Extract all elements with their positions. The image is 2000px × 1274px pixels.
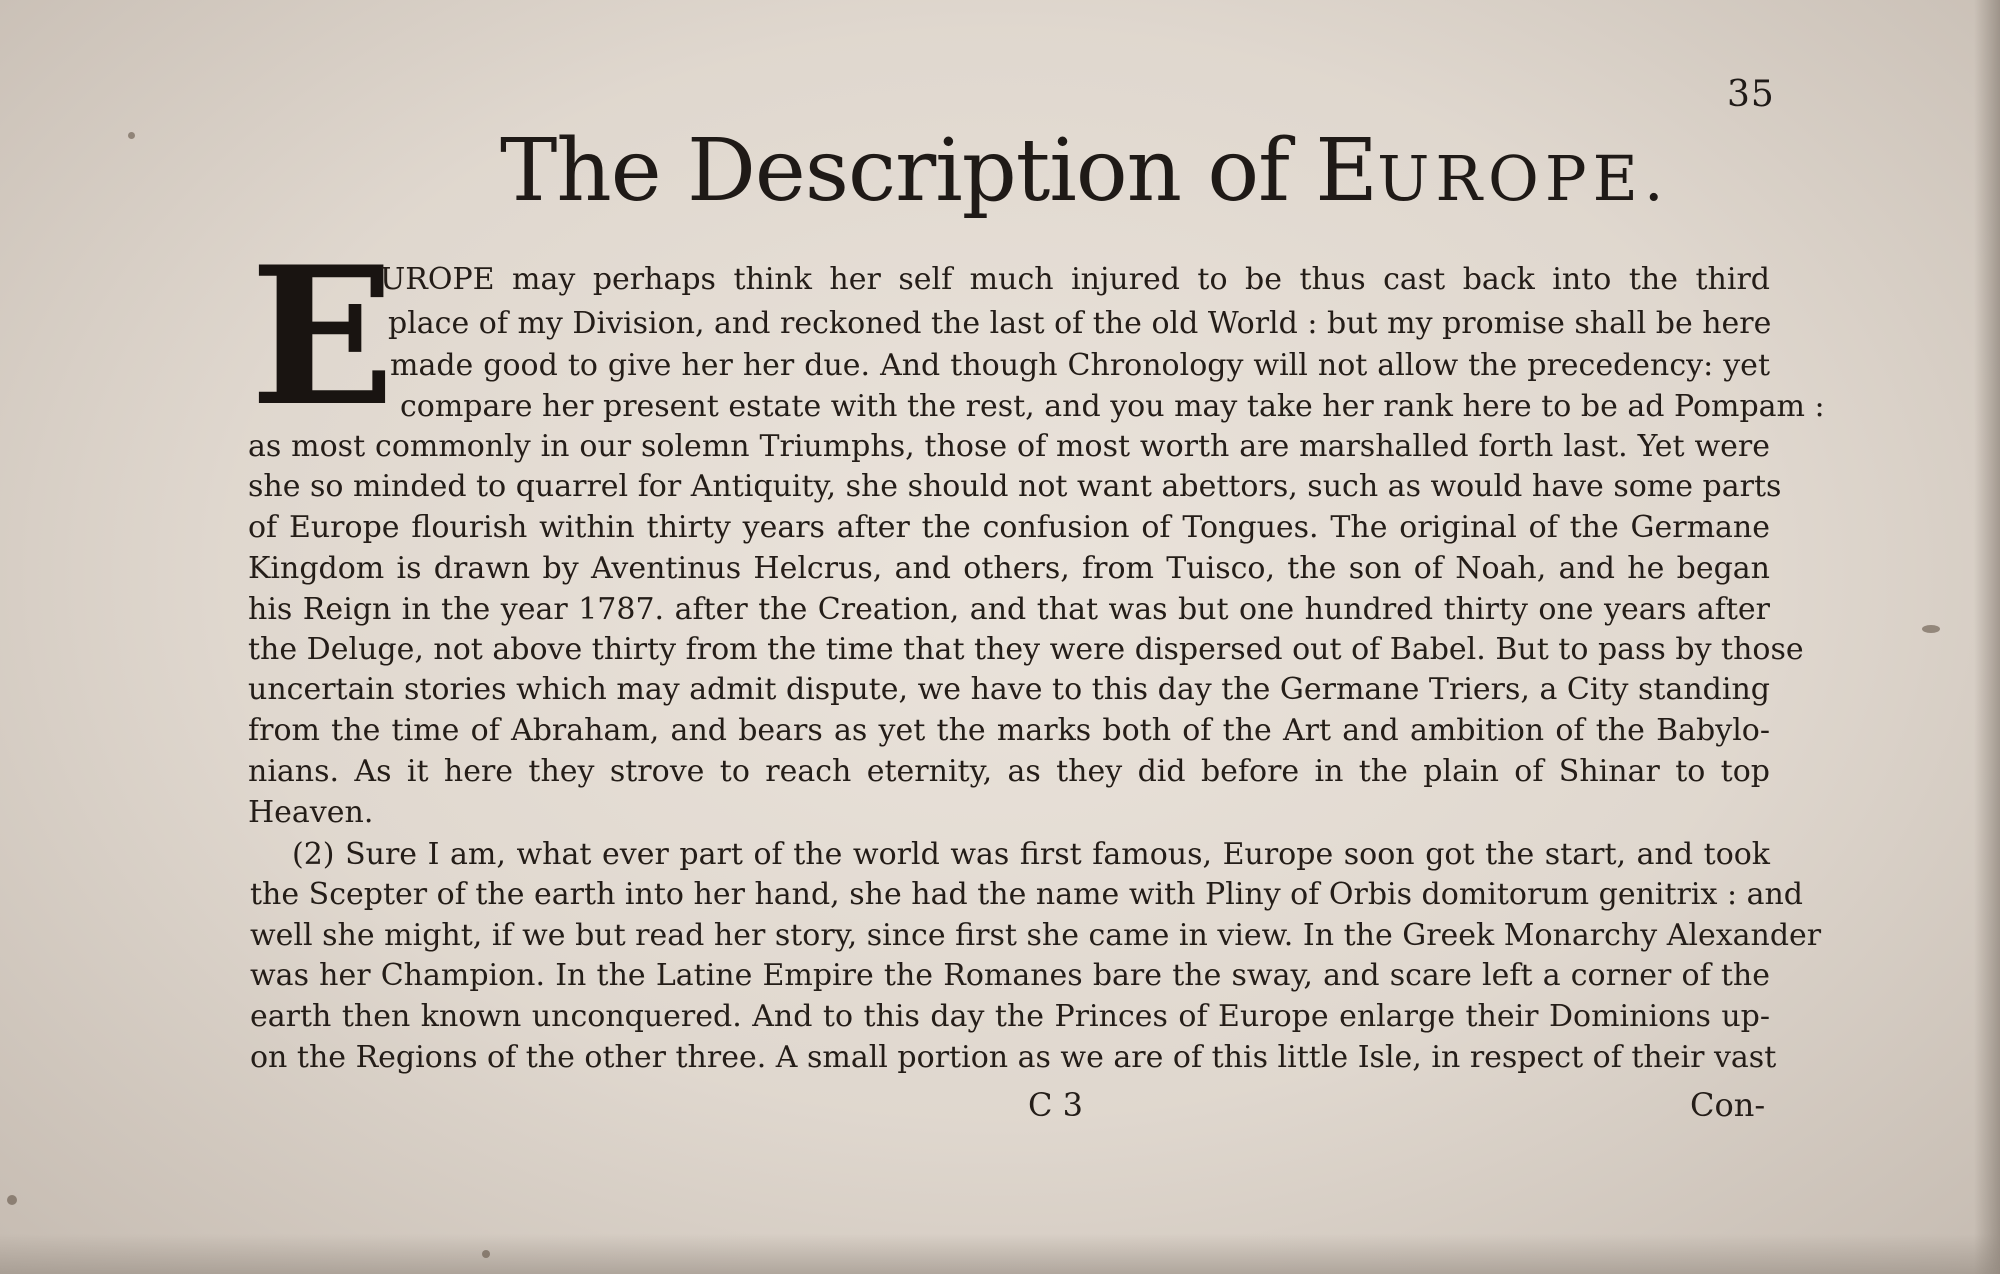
text-line: on the Regions of the other three. A small portion as we are of this little Isle, in respect of their vast	[250, 1040, 1777, 1075]
page-title-main: The Description of E	[500, 121, 1378, 221]
text-line: (2) Sure I am, what ever part of the world was first famous, Europe soon got the start, and took	[292, 837, 1770, 872]
page-title-end: UROPE.	[1377, 142, 1670, 215]
ink-speck	[7, 1195, 17, 1205]
text-line: made good to give her her due. And though Chronology will not allow the precedency: yet	[390, 348, 1770, 383]
text-line: Kingdom is drawn by Aventinus Helcrus, and others, from Tuisco, the son of Noah, and he began	[248, 551, 1770, 586]
ink-speck	[1922, 625, 1940, 633]
ink-speck	[482, 1250, 490, 1258]
page-bottom-shadow	[0, 1234, 2000, 1274]
text-line: Heaven.	[248, 795, 374, 830]
text-line: earth then known unconquered. And to this day the Princes of Europe enlarge their Dominions up-	[250, 999, 1770, 1034]
text-line: UROPE may perhaps think her self much injured to be thus cast back into the third	[380, 262, 1770, 297]
ink-speck	[128, 132, 135, 139]
text-line: the Deluge, not above thirty from the time that they were dispersed out of Babel. But to pass by those	[248, 632, 1804, 667]
text-line: well she might, if we but read her story, since first she came in view. In the Greek Monarchy Alexander	[250, 918, 1822, 953]
page-number: 35	[1727, 74, 1775, 115]
text-line: his Reign in the year 1787. after the Creation, and that was but one hundred thirty one years after	[248, 592, 1770, 627]
text-line: compare her present estate with the rest, and you may take her rank here to be ad Pompam :	[400, 389, 1825, 424]
page-title	[500, 121, 1670, 221]
text-line: the Scepter of the earth into her hand, she had the name with Pliny of Orbis domitorum genitrix : and	[250, 877, 1803, 912]
text-line: as most commonly in our solemn Triumphs, those of most worth are marshalled forth last. Yet were	[248, 429, 1770, 464]
text-line: place of my Division, and reckoned the last of the old World : but my promise shall be here	[388, 306, 1772, 341]
text-line: she so minded to quarrel for Antiquity, she should not want abettors, such as would have some parts	[248, 469, 1782, 504]
text-line: uncertain stories which may admit dispute, we have to this day the Germane Triers, a City standing	[248, 672, 1770, 707]
text-line: was her Champion. In the Latine Empire the Romanes bare the sway, and scare left a corner of the	[250, 958, 1770, 993]
drop-cap-initial: E	[250, 225, 395, 448]
page-right-shadow	[1974, 0, 2000, 1274]
printer-signature: C 3	[1028, 1086, 1084, 1124]
text-line: nians. As it here they strove to reach eternity, as they did before in the plain of Shinar to top	[248, 754, 1770, 789]
catchword: Con-	[1690, 1086, 1766, 1124]
text-line: from the time of Abraham, and bears as yet the marks both of the Art and ambition of the Babylo-	[248, 713, 1770, 748]
text-line: of Europe flourish within thirty years after the confusion of Tongues. The original of the Germane	[248, 510, 1770, 545]
